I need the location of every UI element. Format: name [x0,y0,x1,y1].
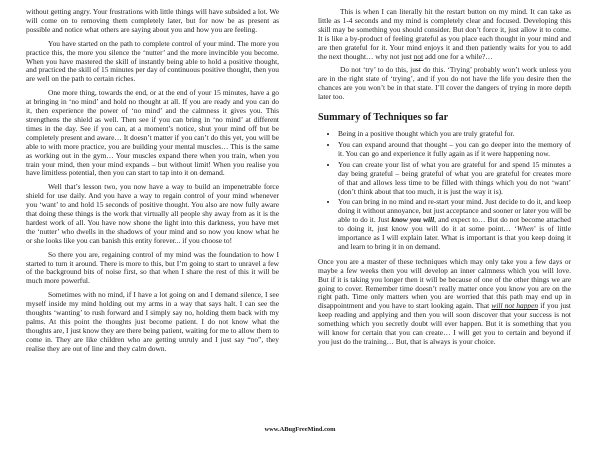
paragraph: You have started on the path to complete control of your mind. The more you practice this, the more you silence the ‘nutter’ and the more invincible you become. When you have mastered the skill of instantly being able to hold a positive thought, and practiced the skill of 15 minutes per day of continuous positive thought, then you are well on the path to certain riches. [26,38,279,84]
paragraph [318,258,571,347]
text-run: You can bring in no mind and re-start your mind. Just decide to do it, and keep doing it without annoyance, but just acceptance and sooner or later you will be able to do it. Just [338,197,571,225]
list-item [338,198,571,251]
list-item: • You can expand around that thought – you can go deeper into the memory of it. You can go and experience it fully again as if it were happening now. [338,141,571,159]
footer-url: www.ABugFreeMind.com [264,426,336,433]
text-run: Once you are a master of these techniques which may only take you a few days or maybe a few weeks then you will develop an inner calmness which you will love. But if it is taking you longer then it will be because of one of the other things we are going to cover. Remember time doesn’t really matter once you know you are on the right path. Time only matters when you are worried that this path may end up in disappointment and you have to start looking again. That [318,256,571,311]
paragraph: without getting angry. Your frustrations with little things will have subsided a lot. We will come on to removing them completely later, but for now be as present as possible and notice what others are saying about you and how you are feeling. [26,7,279,34]
text-run: This is when I can literally hit the restart button on my mind. It can take as little as 1-4 seconds and my mind is completely clear and focused. Developing this skill may be something you should consider. But don’t force it, just allow it to come. It is like a by-product of feeling grateful as you place each thought in your mind and are then grateful for it. Your mind enjoys it and then patiently waits for you to add the next thought… why not just [318,7,571,61]
paragraph: Well that’s lesson two, you now have a way to build an impenetrable force shield for use daily. And you have a way to regain control of your mind whenever you ‘want’ to and hold 15 seconds of positive thought. You also are now fully aware that doing these things is the work that virtually all people shy away from as it is the hardest work of all. You have now shone the light into this darkness, you have met the ‘nutter’ who dwells in the shadows of your mind and so now you know what he or she looks like you can banish this entity forever... if you choose to! [26,182,279,245]
right-column [318,8,571,352]
emphasis-text: not [413,51,424,61]
text-run: ’ is of little importance as I will explain later. What is important is that you keep doing it and learn to bring it in on demand. [338,224,571,251]
emphasis-text: know you will [391,215,435,225]
paragraph: So there you are, regaining control of my mind was the foundation to how I started to turn it around. There is more to this, but I’m going to start to unravel a few of the background bits of noise first, so that when I share the rest of this it will be much more powerful. [26,249,279,286]
list-item: • You can create your list of what you are grateful for and spend 15 minutes a day being grateful – being grateful of what you are grateful for creates more of that and allows less time to be filled with things which you do not ‘want’ (don’t think about that too much, it is just the way it is). [338,161,571,197]
section-heading: Summary of Techniques so far [318,112,449,124]
paragraph: Sometimes with no mind, if I have a lot going on and I demand silence, I see myself inside my mind holding out my arms in a way that says halt. I can see the thoughts ‘wanting’ to rush forward and I simply say no, holding them back with my palms. At this point the thoughts just become patient. I do not know what the thoughts are, I just know they are there being patient, waiting for me to allow them to come in. They are like children who are getting unruly and I just say “no”, they realise they are out of line and they calm down. [26,290,279,353]
emphasis-text: will not happen [491,301,539,311]
text-run: if you just keep reading and applying and then you will soon discover that your success is not something which you secretly doubt will ever happen. But it is something that you will know for certain that you can create… I will get you to certain and beyond if you just do the training… But, that is always is your choice. [318,301,571,346]
emphasis-text: When [516,224,534,234]
technique-list [318,130,571,252]
paragraph: Do not ‘try’ to do this, just do this. ‘Trying’ probably won’t work unless you are in the right state of ‘trying’, and if you do not have the life you desire then the chances are you won’t be in that state. I’ll cover the dangers of trying in more depth later too. [318,65,571,102]
paragraph: One more thing, towards the end, or at the end of your 15 minutes, have a go at bringing in ‘no mind’ and hold no thought at all. If you are ready and you can do it, then experience the power of ‘no mind’ and the calmness it gives you. This strengthens the shield as well. Then see if you can bring in ‘no mind’ at different times in the day. See if you can, at a moment’s notice, shut your mind off but be completely present and aware… It doesn’t matter if you can’t do this yet, you will be able to with more practice, you are building your mental muscles… This is the same as working out in the gym… Your muscles expand there when you train, when you train your mind, then your mind expands – but without limit! When you realise you have limitless potential, then you can start to tap into it on demand. [26,88,279,178]
list-item: • Being in a positive thought which you are truly grateful for. [338,130,571,139]
left-column [26,8,279,359]
text-run: add one for a while?… [423,51,493,61]
text-run: point… ‘ [488,224,517,234]
paragraph [318,8,571,61]
text-run: , and expect to… But do not become attached to doing it, just know you will do it at some [338,215,571,234]
